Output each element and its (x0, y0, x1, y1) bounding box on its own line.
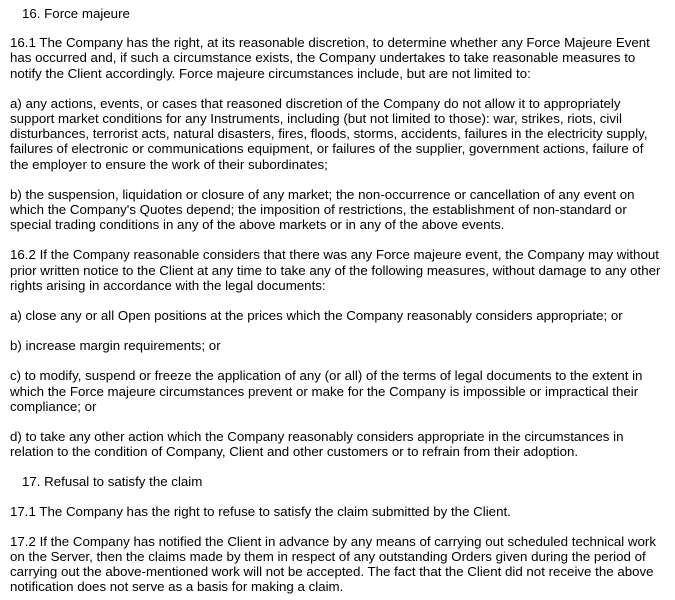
paragraph-16-2-a: a) close any or all Open positions at the prices which the Company reasonably considers appropriate; or (10, 308, 623, 324)
paragraph-16-2-d: d) to take any other action which the Company reasonably considers appropriate in the circumstances in relation to the condition of Company, Client and other customers or to refrain from their adoption. (10, 429, 624, 460)
section-refusal-claim (10, 474, 665, 594)
paragraph-16-2-c: c) to modify, suspend or freeze the application of any (or all) of the terms of legal documents to the extent in which the Force majeure circumstances prevent or make for the Company is impossible or impractical their compliance; or (10, 368, 643, 414)
section-force-majeure (10, 6, 665, 459)
paragraph-16-2-b: b) increase margin requirements; or (10, 338, 221, 354)
paragraph-16-1-b: b) the suspension, liquidation or closure of any market; the non-occurrence or cancellation of any event on which the Company's Quotes depend; the imposition of restrictions, the establishment of non-standard or special trading conditions in any of the above markets or in any of the above events. (10, 186, 635, 233)
paragraph-16-1-a: a) any actions, events, or cases that reasoned discretion of the Company do not allow it to appropriately support market conditions for any Instruments, including (but not limited to those): war, strikes, riots, civil disturbances, terrorist acts, natural disasters, fires, floods, storms, accidents, failures in the electricity supply, failures of electronic or communications equipment, or failures of the supplier, government actions, failure of the employer to ensure the work of their subordinates; (10, 95, 648, 172)
paragraph-16-2: 16.2 If the Company reasonable considers that there was any Force majeure event, the Company may without prior written notice to the Client at any time to take any of the following measures, without damage to any other rights arising in accordance with the legal documents: (10, 247, 661, 293)
paragraph-17-1: 17.1 The Company has the right to refuse to satisfy the claim submitted by the Client. (10, 503, 511, 519)
paragraph-16-1: 16.1 The Company has the right, at its reasonable discretion, to determine whether any Force Majeure Event has occurred and, if such a circumstance exists, the Company undertakes to take reasonable measures to notify the Client accordingly. Force majeure circumstances include, but are not limited to: (10, 35, 650, 81)
section-heading: 16. Force majeure (22, 6, 130, 21)
paragraph-17-2: 17.2 If the Company has notified the Client in advance by any means of carrying out scheduled technical work on the Server, then the claims made by them in respect of any outstanding Orders given during the period of carrying out the above-mentioned work will not be accepted. The fact that the Client did not receive the above notification does not serve as a basis for making a claim. (10, 533, 657, 595)
section-heading: 17. Refusal to satisfy the claim (22, 474, 203, 490)
